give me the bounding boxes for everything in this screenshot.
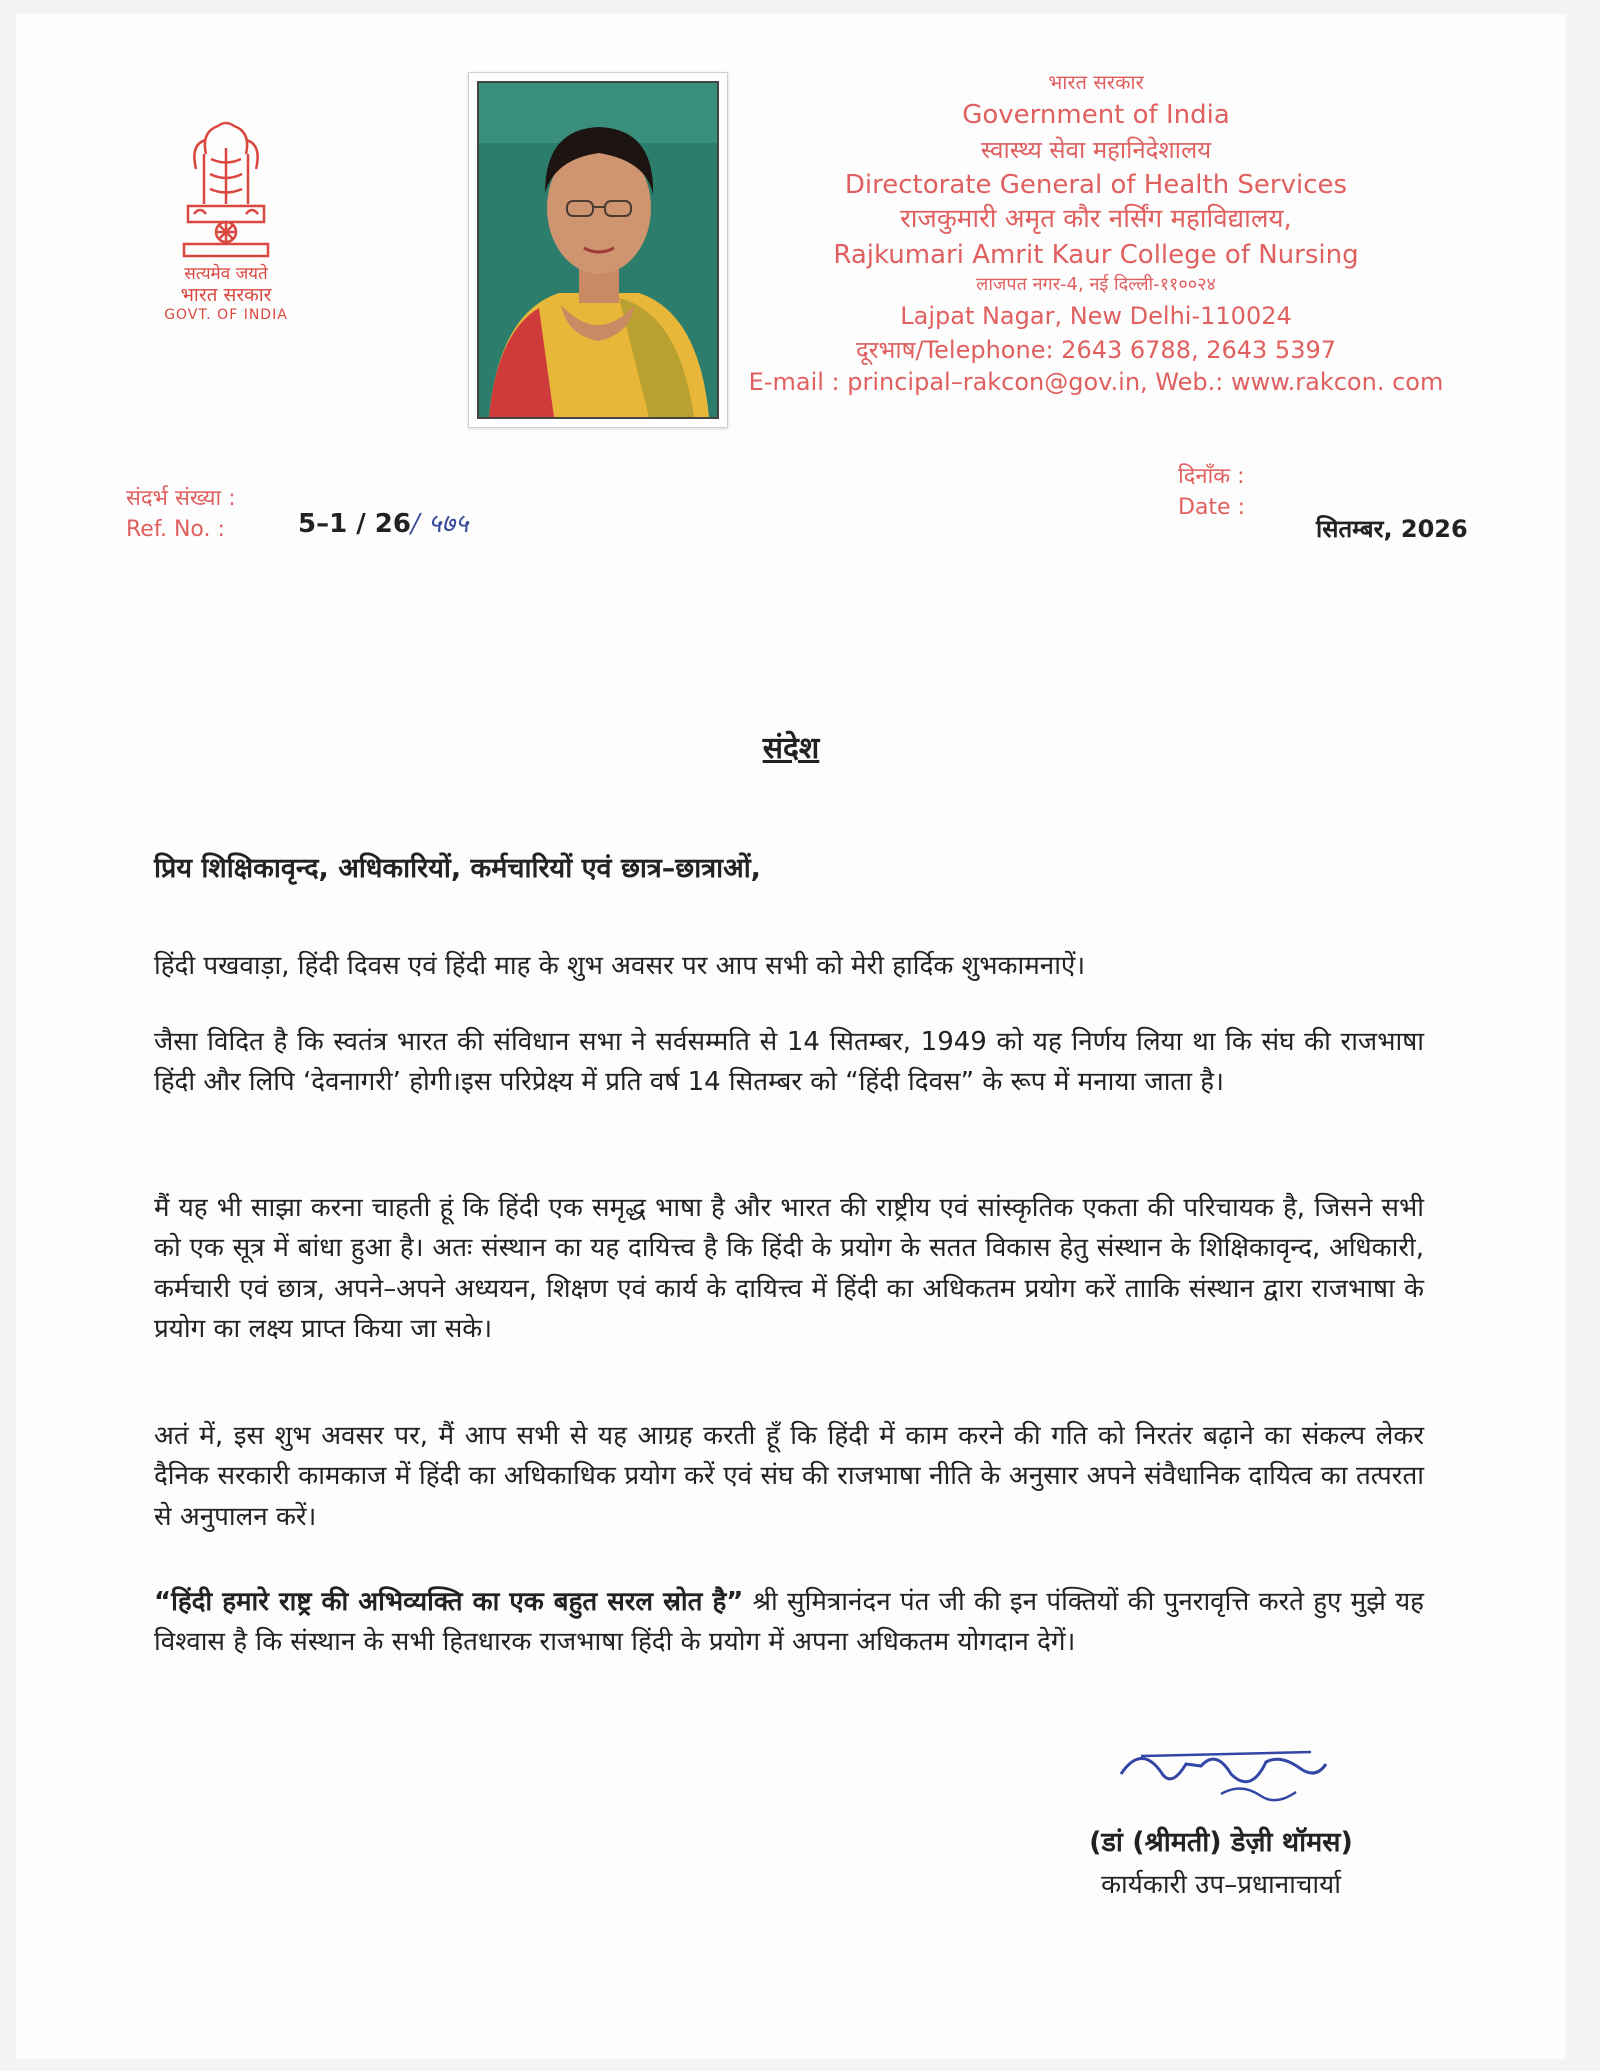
reference-labels (126, 484, 236, 546)
date-labels (1178, 462, 1245, 524)
principal-photo (468, 72, 728, 428)
letterhead-telephone: दूरभाष/Telephone: 2643 6788, 2643 5397 (855, 336, 1337, 364)
letterhead-govt-hindi: भारत सरकार (1048, 70, 1144, 94)
paragraph-3: मैं यह भी साझा करना चाहती हूं कि हिंदी एक समृद्ध भाषा है और भारत की राष्ट्रीय एवं सांस्कृतिक एकता की परिचायक है, जिसने सभी को एक सूत्र में बांधा हुआ है। अतः संस्थान का यह दायित्त्व है कि हिंदी के प्रयोग के सतत विकास हेतु संस्थान के शिक्षिकावृन्द, अधिकारी, कर्मचारी एवं छात्र, अपने–अपने अध्ययन, शिक्षण एवं कार्य के दायित्त्व में हिंदी का अधिकतम प्रयोग करें तााकि संस्थान द्वारा राजभाषा के प्रयोग का लक्ष्य प्राप्त किया जा सके। (154, 1193, 1424, 1344)
letterhead-dghs-english: Directorate General of Health Services (844, 170, 1348, 200)
paragraph-5 (154, 1582, 1424, 1663)
date-label-hindi: दिनाँक : (1178, 464, 1245, 489)
date-value: सितम्बर, 2026 (1316, 515, 1468, 543)
paragraph-1: हिंदी पखवाड़ा, हिंदी दिवस एवं हिंदी माह के शुभ अवसर पर आप सभी को मेरी हार्दिक शुभकामनाऐं। (154, 951, 1086, 981)
paragraph-5-rest: श्री सुमित्रानंदन पंत जी की इन पंक्तियों की पुनरावृत्ति करते हुए मुझे यह विश्वास है कि संस्थान के सभी हितधारक राजभाषा हिंदी के प्रयोग में अपना अधिकतम योगदान देगें। (154, 1587, 1424, 1658)
letterhead-college-english: Rajkumari Amrit Kaur College of Nursing (833, 240, 1359, 270)
paragraph-2: जैसा विदित है कि स्वतंत्र भारत की संविधान सभा ने सर्वसम्मति से 14 सितम्बर, 1949 को यह निर्णय लिया था कि संघ की राजभाषा हिंदी और लिपि ‘देवनागरी’ होगी।इस परिप्रेक्ष्य में प्रति वर्ष 14 सितम्बर को “हिंदी दिवस” के रूप में मनाया जाता है। (154, 1027, 1424, 1098)
handwritten-signature (1101, 1734, 1341, 1824)
letterhead-address-english: Lajpat Nagar, New Delhi-110024 (900, 302, 1292, 330)
letterhead-dghs-hindi: स्वास्थ्य सेवा महानिदेशालय (980, 136, 1212, 164)
lion-capital-emblem-icon (166, 114, 286, 264)
letterhead (736, 72, 1456, 394)
paragraph-4: अतं में, इस शुभ अवसर पर, मैं आप सभी से यह आग्रह करती हूँ कि हिंदी में काम करने की गति को निरतंर बढ़ाने का संकल्प लेकर दैनिक सरकारी कामकाज में हिंदी का अधिकाधिक प्रयोग करें एवं संघ की राजभाषा नीति के अनुसार अपने संवैधानिक दायित्व का तत्परता से अनुपालन करें। (154, 1421, 1424, 1532)
reference-label-english: Ref. No. : (126, 516, 225, 542)
letter-page (16, 14, 1566, 2059)
signatory-name: (डां (श्रीमती) डेज़ी थॉमस) (1089, 1827, 1353, 1858)
reference-label-hindi: संदर्भ संख्या : (126, 486, 236, 511)
signatory-designation: कार्यकारी उप–प्रधानाचार्या (1101, 1870, 1341, 1900)
emblem-govt-english: GOVT. OF INDIA (164, 307, 288, 324)
quote-text: “हिंदी हमारे राष्ट्र की अभिव्यक्ति का एक बहुत सरल स्रोत है” (154, 1587, 744, 1617)
letterhead-college-hindi: राजकुमारी अमृत कौर नर्सिंग महाविद्यालय, (900, 204, 1292, 234)
date-label-english: Date : (1178, 494, 1245, 520)
portrait-image (479, 83, 717, 417)
reference-number (298, 504, 469, 540)
letterhead-govt-english: Government of India (962, 100, 1230, 130)
signature-block (1056, 1734, 1386, 1901)
salutation: प्रिय शिक्षिकावृन्द, अधिकारियों, कर्मचारियों एवं छात्र–छात्राओं, (154, 853, 761, 884)
emblem-govt-hindi: भारत सरकार (180, 284, 272, 307)
letterhead-email-web: E-mail : principal–rakcon@gov.in, Web.: www.rakcon. com (748, 368, 1444, 396)
reference-number-printed: 5–1 / 26 (298, 509, 411, 539)
emblem-motto: सत्यमेव जयते (184, 264, 268, 284)
reference-number-handwritten: / ५७५ (410, 509, 469, 539)
state-emblem (136, 114, 316, 324)
letterhead-address-hindi: लाजपत नगर-4, नई दिल्ली-११००२४ (976, 274, 1216, 295)
message-title: संदेश (762, 731, 820, 766)
